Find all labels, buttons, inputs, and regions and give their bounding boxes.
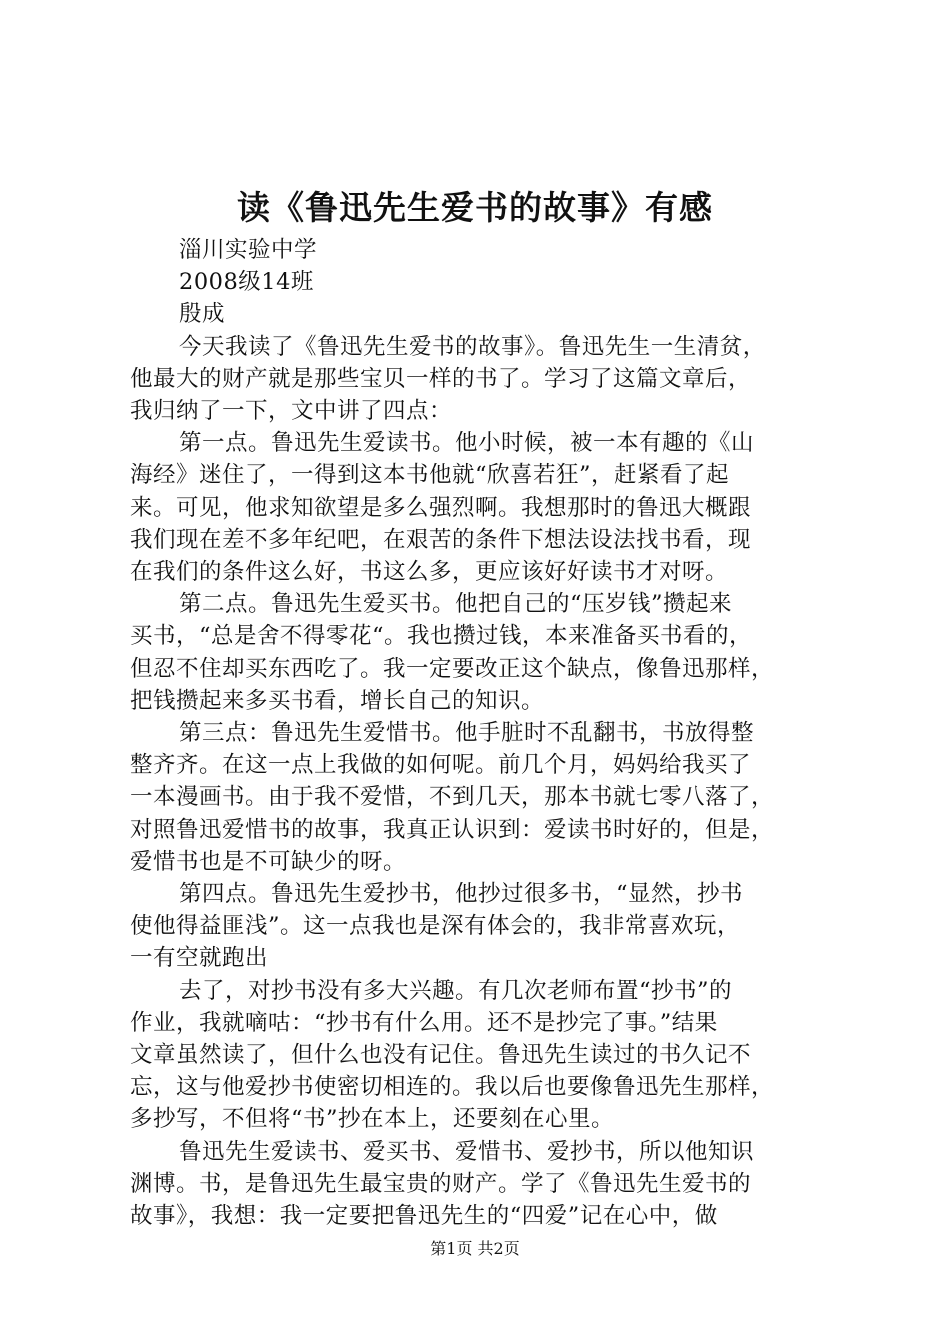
body-line: 我归纳了一下，文中讲了四点： (130, 398, 453, 425)
body-line: 今天我读了《鲁迅先生爱书的故事》。鲁迅先生一生清贫， (179, 333, 766, 360)
body-line: 他最大的财产就是那些宝贝一样的书了。学习了这篇文章后， (130, 365, 752, 392)
body-line: 第二点。鲁迅先生爱买书。他把自己的“压岁钱”攒起来 (179, 591, 733, 618)
body-line: 爱惜书也是不可缺少的呀。 (130, 848, 407, 875)
body-line: 来。可见，他求知欲望是多么强烈啊。我想那时的鲁迅大概跟 (130, 494, 752, 521)
body-line: 文章虽然读了，但什么也没有记住。鲁迅先生读过的书久记不 (130, 1042, 752, 1069)
body-line: 我们现在差不多年纪吧，在艰苦的条件下想法设法找书看，现 (130, 526, 752, 553)
body-line: 2008级14班 (179, 269, 314, 296)
body-line: 使他得益匪浅”。这一点我也是深有体会的，我非常喜欢玩， (130, 913, 741, 940)
body-line: 殷成 (179, 301, 226, 328)
body-line: 故事》，我想：我一定要把鲁迅先生的“四爱”记在心中，做 (130, 1203, 718, 1230)
body-line: 整齐齐。在这一点上我做的如何呢。前几个月，妈妈给我买了 (130, 752, 752, 779)
body-line: 买书，“总是舍不得零花“。我也攒过钱，本来准备买书看的， (130, 623, 753, 650)
body-line: 作业，我就嘀咕：“抄书有什么用。还不是抄完了事。”结果 (130, 1009, 718, 1036)
document-body (130, 234, 830, 1232)
body-line: 第三点：鲁迅先生爱惜书。他手脏时不乱翻书，书放得整 (179, 720, 755, 747)
body-line: 鲁迅先生爱读书、爱买书、爱惜书、爱抄书，所以他知识 (179, 1138, 755, 1165)
page-footer: 第1页 共2页 (430, 1239, 520, 1258)
body-line: 去了，对抄书没有多大兴趣。有几次老师布置“抄书”的 (179, 977, 733, 1004)
body-line: 一有空就跑出 (130, 945, 269, 972)
body-line: 在我们的条件这么好，书这么多，更应该好好读书才对呀。 (130, 559, 729, 586)
body-line: 但忍不住却买东西吃了。我一定要改正这个缺点，像鲁迅那样， (130, 655, 775, 682)
body-line: 多抄写，不但将“书”抄在本上，还要刻在心里。 (130, 1106, 615, 1133)
body-line: 把钱攒起来多买书看，增长自己的知识。 (130, 687, 545, 714)
body-line: 对照鲁迅爱惜书的故事，我真正认识到：爱读书时好的，但是， (130, 816, 775, 843)
body-line: 忘，这与他爱抄书使密切相连的。我以后也要像鲁迅先生那样， (130, 1074, 775, 1101)
body-line: 第一点。鲁迅先生爱读书。他小时候，被一本有趣的《山 (179, 430, 755, 457)
document-title: 读《鲁迅先生爱书的故事》有感 (237, 188, 713, 227)
body-line: 一本漫画书。由于我不爱惜，不到几天，那本书就七零八落了， (130, 784, 775, 811)
body-line: 淄川实验中学 (179, 237, 318, 263)
body-line: 海经》迷住了，一得到这本书他就“欣喜若狂”，赶紧看了起 (130, 462, 730, 489)
body-line: 第四点。鲁迅先生爱抄书，他抄过很多书，“显然，抄书 (179, 881, 744, 908)
body-line: 渊博。书，是鲁迅先生最宝贵的财产。学了《鲁迅先生爱书的 (130, 1170, 752, 1197)
